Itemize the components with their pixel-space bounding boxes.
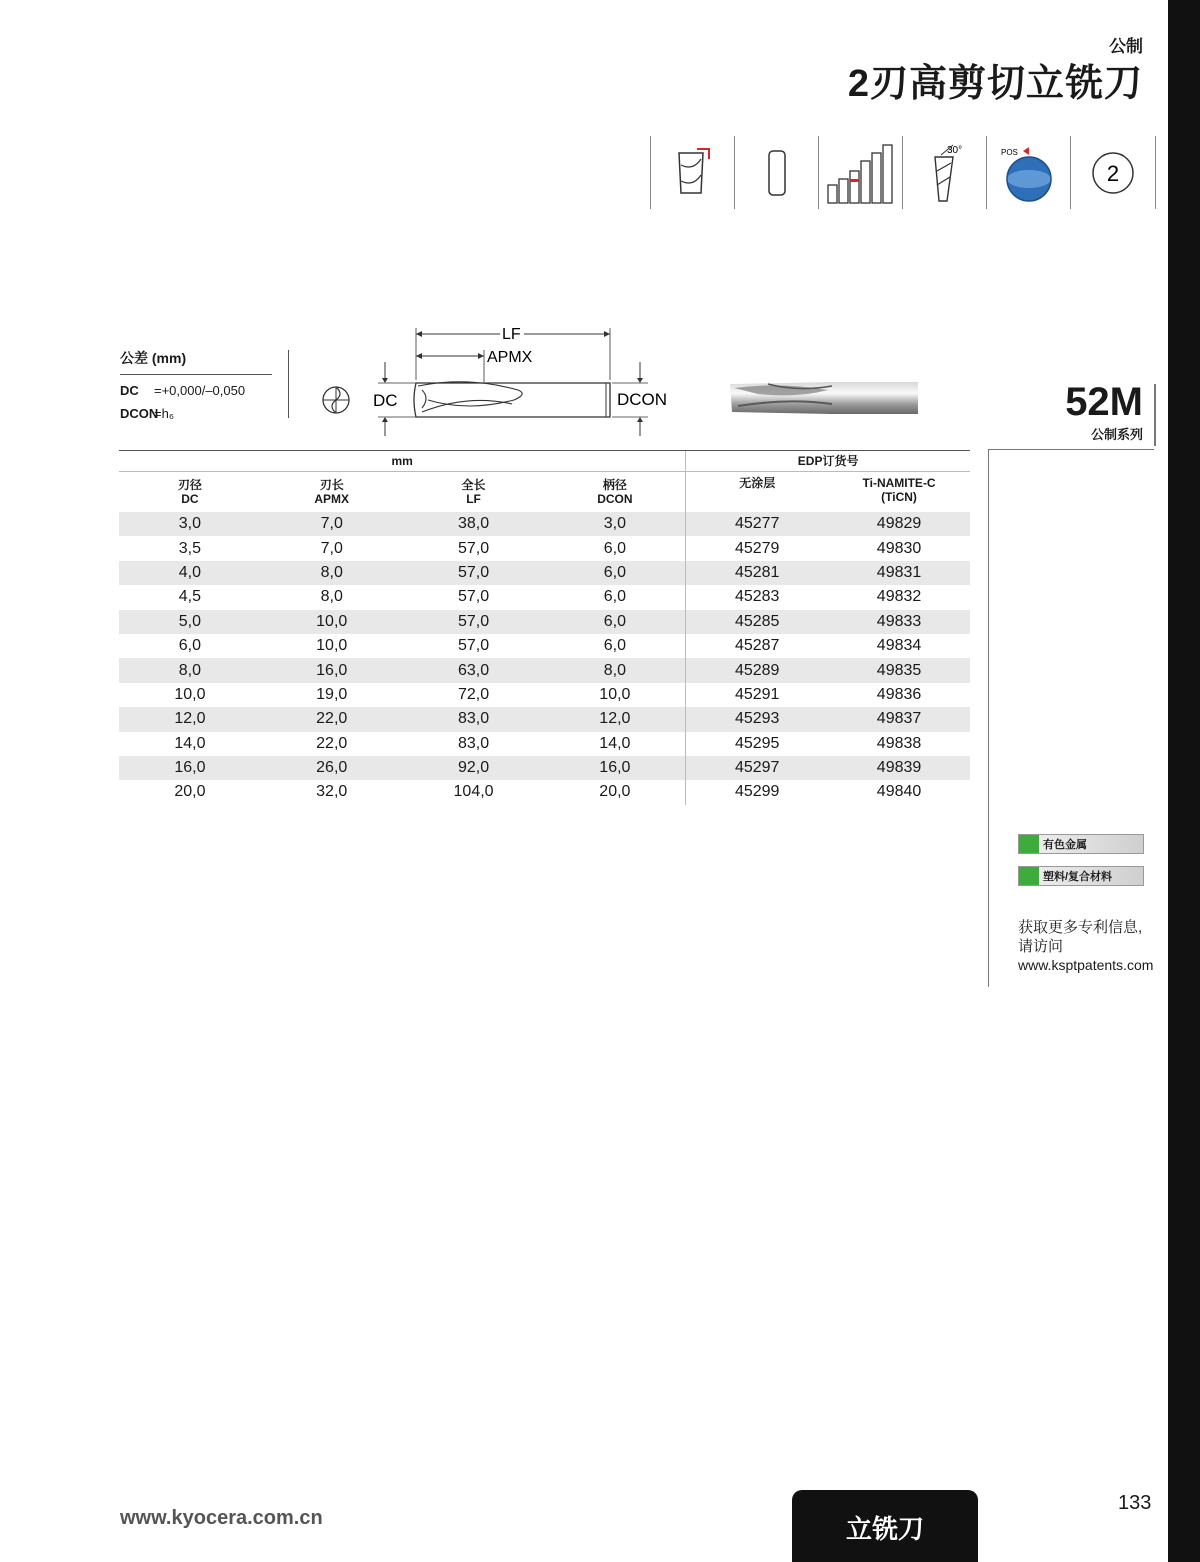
- cell-edp-uncoated: 45281: [686, 561, 828, 585]
- cell-apmx: 7,0: [261, 512, 403, 536]
- cell-edp-ticn: 49831: [828, 561, 970, 585]
- cell-dc: 12,0: [119, 707, 261, 731]
- product-table: [119, 450, 970, 805]
- table-row: [119, 585, 970, 609]
- cell-edp-uncoated: 45277: [686, 512, 828, 536]
- helix-angle-icon: [902, 136, 986, 209]
- header-category: 公制: [1109, 37, 1143, 56]
- col-uncoated-header: 无涂层: [686, 472, 828, 513]
- table-column-header: [119, 472, 970, 513]
- tolerance-key: DC: [120, 383, 139, 398]
- divider: [988, 449, 1154, 450]
- dimension-diagram: [318, 320, 678, 445]
- cell-dc: 8,0: [119, 658, 261, 682]
- cell-dcon: 6,0: [603, 637, 626, 655]
- plain-shank-icon: [734, 136, 818, 209]
- cell-dc: 20,0: [174, 783, 206, 801]
- cell-edp-ticn: 49829: [828, 512, 970, 536]
- feature-icon-strip: [650, 136, 1156, 209]
- table-row: [119, 610, 970, 634]
- tolerance-key: DCON: [120, 406, 159, 421]
- cell-lf: 72,0: [457, 685, 490, 703]
- tolerance-row-dc: [120, 383, 272, 398]
- patent-line-1: 获取更多专利信息,: [1018, 919, 1143, 936]
- tool-image: [728, 378, 920, 423]
- cell-dcon: 8,0: [544, 658, 685, 682]
- dcon-label: DCON: [617, 390, 668, 409]
- material-badge-nonferrous: [1018, 834, 1144, 854]
- table-row: [119, 683, 970, 707]
- col-dc-header: 刃径 DC: [177, 478, 202, 506]
- cell-edp-uncoated: 45287: [686, 634, 828, 658]
- cell-dc: 16,0: [119, 756, 261, 780]
- cell-dcon: 12,0: [544, 707, 685, 731]
- cell-lf: 57,0: [457, 539, 490, 557]
- cell-dcon: 10,0: [599, 685, 631, 703]
- center-cutting-icon: [650, 136, 734, 209]
- cell-dcon: 6,0: [603, 588, 626, 606]
- col-dcon-header: 柄径 DCON: [597, 478, 633, 506]
- cell-edp-ticn: 49830: [876, 539, 922, 557]
- patent-note: [1018, 918, 1158, 975]
- table-row: [119, 707, 970, 731]
- cell-edp-uncoated: 45295: [686, 732, 828, 756]
- cell-edp-uncoated: 45285: [686, 610, 828, 634]
- cell-lf: 83,0: [403, 707, 545, 731]
- cell-edp-ticn: 49840: [876, 783, 922, 801]
- cell-apmx: 10,0: [316, 637, 348, 655]
- stub-length-icon: [818, 136, 902, 209]
- cell-dcon: 16,0: [544, 756, 685, 780]
- positive-rake-icon: [986, 136, 1070, 209]
- cell-dc: 5,0: [119, 610, 261, 634]
- group-mm-header: mm: [119, 451, 686, 472]
- cell-lf: 57,0: [403, 610, 545, 634]
- flute-count-icon: [1070, 136, 1156, 209]
- cell-edp-uncoated: 45289: [686, 658, 828, 682]
- cell-lf: 57,0: [457, 588, 490, 606]
- cell-dcon: 20,0: [599, 783, 631, 801]
- cell-apmx: 22,0: [261, 707, 403, 731]
- cell-edp-uncoated: 45299: [686, 780, 828, 804]
- cell-lf: 104,0: [453, 783, 494, 801]
- table-row: [119, 658, 970, 682]
- cell-lf: 57,0: [403, 561, 545, 585]
- flute-count-value: 2: [1106, 160, 1120, 186]
- cell-apmx: 19,0: [316, 685, 348, 703]
- cell-dcon: 6,0: [544, 610, 685, 634]
- cell-dcon: 14,0: [599, 734, 631, 752]
- cell-edp-ticn: 49836: [876, 685, 922, 703]
- divider: [1154, 384, 1156, 446]
- material-color-swatch: [1019, 835, 1039, 853]
- cell-apmx: 10,0: [261, 610, 403, 634]
- cell-edp-uncoated: 45297: [686, 756, 828, 780]
- cell-edp-uncoated: 45293: [686, 707, 828, 731]
- patent-link[interactable]: www.ksptpatents.com: [1018, 957, 1154, 973]
- cell-dc: 4,0: [119, 561, 261, 585]
- cell-edp-ticn: 49835: [828, 658, 970, 682]
- page-title: 2刃高剪切立铣刀: [847, 63, 1143, 105]
- cell-edp-uncoated: 45279: [686, 536, 828, 560]
- tolerance-block: [120, 348, 272, 421]
- dc-label: DC: [373, 391, 398, 410]
- cell-lf: 92,0: [403, 756, 545, 780]
- cell-dcon: 3,0: [544, 512, 685, 536]
- series-badge: [1065, 380, 1143, 443]
- col-ticn-header: Ti-NAMITE-C (TiCN): [862, 476, 936, 504]
- cell-edp-ticn: 49837: [828, 707, 970, 731]
- series-label: 公制系列: [1090, 427, 1143, 442]
- material-color-swatch: [1019, 867, 1039, 885]
- cell-dc: 3,0: [119, 512, 261, 536]
- cell-edp-uncoated: 45291: [686, 683, 828, 707]
- material-label: 塑料/复合材料: [1043, 871, 1113, 883]
- table-row: [119, 512, 970, 536]
- table-row: [119, 756, 970, 780]
- cell-edp-ticn: 49839: [828, 756, 970, 780]
- divider: [988, 450, 989, 987]
- cell-dcon: 6,0: [544, 561, 685, 585]
- cell-dcon: 6,0: [603, 539, 626, 557]
- col-apmx-header: 刃长 APMX: [314, 478, 350, 506]
- col-lf-header: 全长 LF: [461, 478, 486, 506]
- apmx-label: APMX: [487, 349, 533, 366]
- cell-edp-ticn: 49834: [876, 637, 922, 655]
- cell-edp-uncoated: 45283: [686, 585, 828, 609]
- page-number: 133: [1118, 1492, 1152, 1514]
- cell-lf: 63,0: [403, 658, 545, 682]
- group-edp-header: EDP订货号: [686, 451, 970, 472]
- table-row: [119, 536, 970, 560]
- cell-apmx: 32,0: [316, 783, 348, 801]
- tolerance-value: =+0,000/–0,050: [154, 383, 246, 398]
- divider: [288, 350, 289, 418]
- section-tab: 立铣刀: [792, 1490, 978, 1562]
- helix-angle-label: 30°: [946, 144, 962, 156]
- cell-apmx: 22,0: [316, 734, 348, 752]
- table-group-header: [119, 451, 970, 472]
- cell-lf: 38,0: [403, 512, 545, 536]
- cell-dc: 3,5: [178, 539, 202, 557]
- table-row: [119, 561, 970, 585]
- series-code: 52M: [1065, 380, 1143, 424]
- positive-rake-label: POS: [1000, 147, 1018, 157]
- cell-dc: 10,0: [174, 685, 206, 703]
- cell-lf: 83,0: [457, 734, 490, 752]
- tolerance-row-dcon: [120, 406, 272, 421]
- footer-website-link[interactable]: www.kyocera.com.cn: [120, 1507, 323, 1529]
- lf-label: LF: [502, 326, 521, 343]
- table-row: [119, 634, 970, 658]
- tolerance-value: =h₆: [154, 406, 175, 421]
- page-edge-bar: [1168, 0, 1200, 1562]
- patent-line-2: 请访问: [1018, 938, 1064, 955]
- cell-apmx: 7,0: [320, 539, 343, 557]
- cell-lf: 57,0: [457, 637, 490, 655]
- material-label: 有色金属: [1043, 839, 1087, 851]
- cell-dc: 6,0: [178, 637, 202, 655]
- cell-edp-ticn: 49832: [876, 588, 922, 606]
- cell-apmx: 26,0: [261, 756, 403, 780]
- cell-edp-ticn: 49838: [876, 734, 922, 752]
- cell-dc: 14,0: [174, 734, 206, 752]
- table-row: [119, 780, 970, 804]
- cell-dc: 4,5: [178, 588, 202, 606]
- cell-apmx: 8,0: [320, 588, 343, 606]
- cell-edp-ticn: 49833: [828, 610, 970, 634]
- cell-apmx: 16,0: [261, 658, 403, 682]
- tolerance-title: 公差 (mm): [120, 348, 272, 375]
- table-row: [119, 732, 970, 756]
- cell-apmx: 8,0: [261, 561, 403, 585]
- material-badge-plastics: [1018, 866, 1144, 886]
